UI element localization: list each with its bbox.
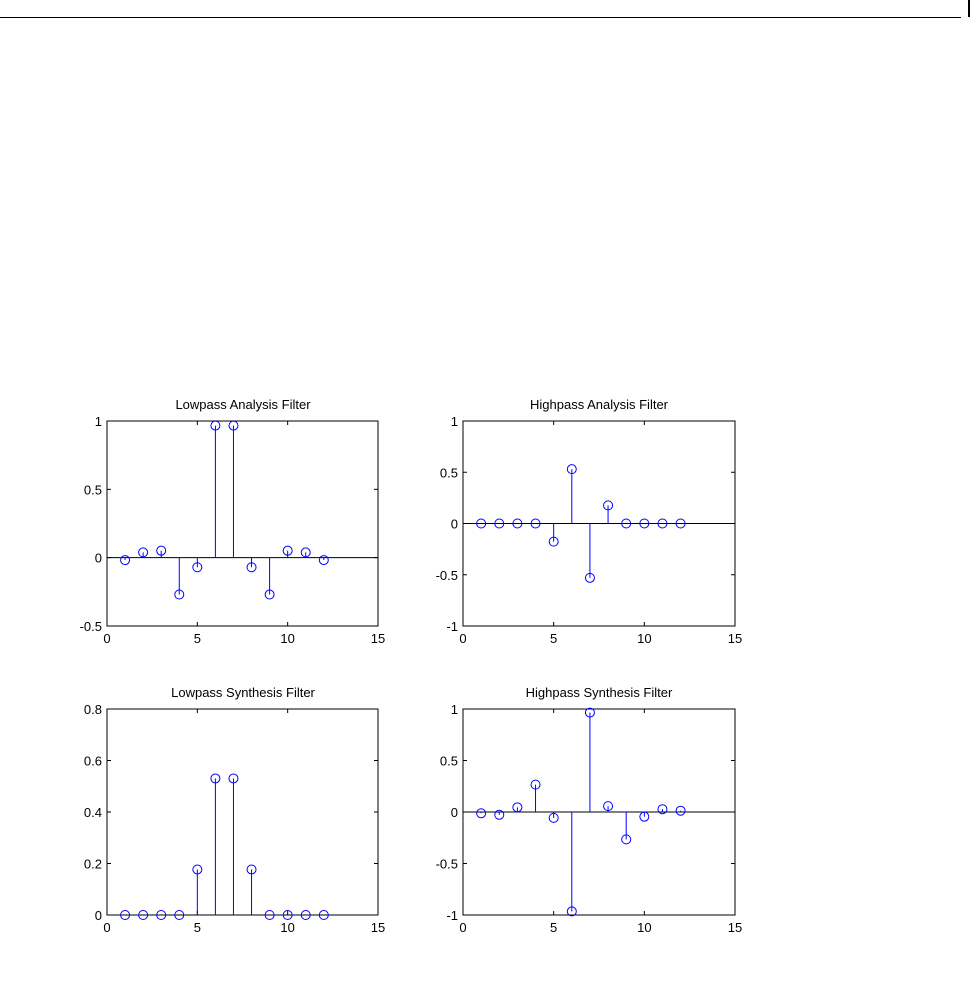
- y-tick-label: 1: [450, 702, 458, 717]
- x-tick-label: 10: [637, 920, 652, 935]
- y-tick-label: 0.4: [83, 805, 102, 820]
- plot-lowpass-analysis: [80, 397, 386, 646]
- x-tick-label: 5: [193, 631, 201, 646]
- x-tick-label: 15: [727, 631, 743, 646]
- plot-title: Highpass Synthesis Filter: [525, 685, 673, 700]
- y-tick-label: 0.5: [439, 753, 458, 769]
- plot-highpass-analysis: [436, 397, 743, 646]
- x-tick-label: 5: [193, 920, 201, 935]
- y-tick-label: -1: [446, 619, 458, 634]
- y-tick-label: -0.5: [79, 619, 102, 634]
- y-tick-label: -0.5: [435, 856, 458, 872]
- y-tick-label: 0.8: [83, 702, 102, 717]
- x-tick-label: 5: [550, 631, 558, 646]
- y-tick-label: 1: [94, 414, 102, 429]
- x-tick-label: 15: [727, 920, 743, 935]
- x-tick-label: 0: [103, 631, 111, 646]
- plot-title: Highpass Analysis Filter: [530, 397, 668, 412]
- y-tick-label: 0.2: [83, 856, 102, 872]
- y-tick-label: 1: [450, 414, 458, 429]
- x-tick-label: 5: [550, 920, 558, 935]
- x-tick-label: 15: [370, 631, 386, 646]
- x-tick-label: 0: [103, 920, 111, 935]
- plot-title: Lowpass Analysis Filter: [175, 397, 311, 412]
- x-tick-label: 15: [370, 920, 386, 935]
- x-tick-label: 0: [459, 920, 467, 935]
- plot-highpass-synthesis: [436, 685, 743, 935]
- y-tick-label: 0: [450, 516, 458, 532]
- axes-box: [107, 421, 378, 626]
- y-tick-label: 0.5: [439, 465, 458, 481]
- y-tick-label: 0.6: [83, 753, 102, 769]
- y-tick-label: 0.5: [83, 482, 102, 498]
- y-tick-label: 0: [94, 908, 102, 923]
- y-tick-label: -1: [446, 908, 458, 923]
- plot-lowpass-synthesis: [84, 685, 385, 935]
- x-tick-label: 0: [459, 631, 467, 646]
- x-tick-label: 10: [637, 631, 652, 646]
- y-tick-label: -0.5: [435, 567, 458, 583]
- plot-title: Lowpass Synthesis Filter: [171, 685, 315, 700]
- y-tick-label: 0: [450, 805, 458, 820]
- y-tick-label: 0: [94, 550, 102, 566]
- x-tick-label: 10: [280, 920, 295, 935]
- x-tick-label: 10: [280, 631, 295, 646]
- axes-box: [107, 709, 378, 915]
